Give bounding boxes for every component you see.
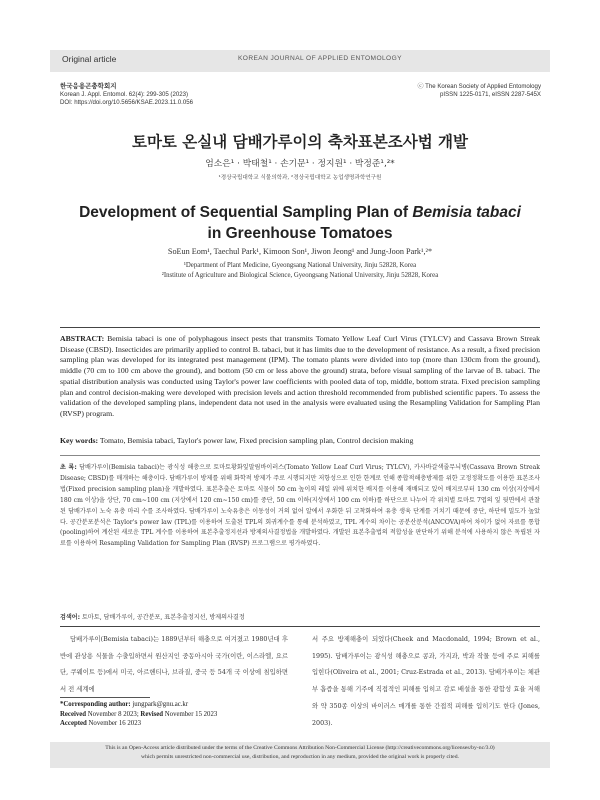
- affiliation-english: [0, 261, 600, 281]
- authors-english: SoEun Eom¹, Taechul Park¹, Kimoon Son¹, Jiwon Jeong¹ and Jung-Joon Park¹,²*: [167, 247, 433, 256]
- license-footer: [50, 742, 550, 768]
- affiliation-english-1: ¹Department of Plant Medicine, Gyeongsang National University, Jinju 52828, Korea: [183, 262, 417, 269]
- correspondence-note: [60, 700, 288, 729]
- ko-keywords-text: 토마토, 담배가루이, 공간분포, 표본추출정지선, 방제의사결정: [80, 614, 245, 621]
- authors-korean: 엄소은¹ · 박태철¹ · 손기문¹ · 정지원¹ · 박정준¹,²*: [205, 159, 395, 169]
- revised-label: Revised: [140, 710, 164, 718]
- keywords-english: [60, 436, 540, 445]
- accepted-label: Accepted: [60, 720, 87, 727]
- abstract-korean: [60, 463, 540, 550]
- license-line-1: This is an Open-Access article distributed under the terms of the Creative Commons Attribution Non-Commercial License (http://creativecommons.org/licenses/by-nc/3.0): [105, 745, 495, 751]
- corresponding-label: *Corresponding author:: [60, 701, 131, 708]
- affiliation-korean: ¹경상국립대학교 식물의학과, ²경상국립대학교 농업생명과학연구원: [218, 175, 382, 181]
- abstract-text: Bemisia tabaci is one of polyphagous insect pests that transmits Tomato Yellow Leaf Curl Virus (TYLCV) and Cassava Brown Streak Disease (CBSD). Insecticides are primarily applied to control B. tabaci, but it has limits due to the development of resistance. As a result, a fixed precision sampling plan was developed for its integrated pest management (IPM). The tomato plants were divided into top (more than 130cm from the ground), middle (70 cm to 100 cm above the ground), and bottom (50 cm or less above the ground) strata, before visual sampling of the larvae of B. tabaci. The spatial distribution analysis was conducted using Taylor's power law coefficients with pooled data of top, middle, bottom strata. Fixed precision sampling plan and control decision-making were developed with precision levels and action threshold recommended from published scientific papers. To assess the validation of the developed sampling plans, independent data not used in the analysis were evaluated using the Resampling Validation for Sampling Plan (RVSP) program.: [60, 334, 540, 418]
- title-korean: 토마토 온실내 담배가루이의 축차표본조사법 개발: [131, 133, 469, 151]
- copyright-block: [417, 83, 541, 99]
- ko-abstract-text: 담배가루이(Bemisia tabaci)는 광식성 해충으로 토마토황화잎말림바이러스(Tomato Yellow Leaf Curl Virus; TYLCV), 카사바갈색줄무늬병(Cassava Brown Streak Disease; CBSD)를 매개하는 해충이다. 담배가루이 방제를 위해 화학적 방제가 주로 시행되지만 저항성으로 인한 한계로 인해 종합적해충방제를 위한 고정정확도를 이용한 표본조사법(Fixed precision sampling plan)을 개발하였다. 표본추출은 토마토 식물이 50 cm 높이의 레일 위에 위치한 배지를 이용해 재배되고 있어 배지로부터 130 cm 이상(지상에서 180 cm 이상)을 상단, 70 cm~100 cm (지상에서 120 cm~150 cm)를 중단, 50 cm 이하(지상에서 100 cm 이하)를 하단으로 나누어 각 위치별 토마토 7엽의 잎 뒷면에서 관찰된 담배가루이 노숙 유충 마리 수를 조사하였다. 담배가루이 노숙유충은 이동성이 거의 없어 알에서 우화한 뒤 고착화하여 유충 생육 단계를 거치기 때문에 중단, 하단에 밀도가 높았다. 공간분포분석은 Taylor's power law (TPL)를 이용하여 도출된 TPL의 회귀계수를 통해 분석하였고, TPL 계수의 차이는 공분산분석(ANCOVA)하여 차이가 없어 자료를 통합(pooling)하여 계산된 새로운 TPL 계수를 이용하여 표본추출정지선과 방제의사결정법을 개발하였다. 개발된 표본추출법의 적합성을 판단하기 위해 분석에 사용하지 않은 독립된 자료를 이용하여 Resampling Validation for Sampling Plan (RVSP) 프로그램으로 평가하였다.: [60, 464, 540, 548]
- journal-running-title: KOREAN JOURNAL OF APPLIED ENTOMOLOGY: [238, 55, 402, 62]
- affiliation-english-2: ²Institute of Agriculture and Biological Science, Gyeongsang National University, Jinju 52828, Korea: [161, 272, 439, 279]
- abstract-top-rule: [60, 327, 540, 328]
- ko-abstract-label: 초 록:: [60, 464, 77, 471]
- title-english: [0, 202, 600, 244]
- header-band: [50, 50, 550, 72]
- abstract-label: ABSTRACT:: [60, 334, 105, 343]
- keywords-label: Key words:: [60, 436, 99, 445]
- received-label: Received: [60, 710, 87, 718]
- abstract-english: [60, 334, 540, 420]
- citation-line: Korean J. Appl. Entomol. 62(4): 299-305 (2023): [60, 91, 189, 99]
- ko-keywords-label: 검색어:: [60, 614, 81, 621]
- license-line-2: which permits unrestricted non-commercial use, distribution, and reproduction in any medium, provided the original work is properly cited.: [141, 754, 459, 760]
- keywords-text: Tomato, Bemisia tabaci, Taylor's power law, Fixed precision sampling plan, Control decision making: [98, 436, 414, 445]
- body-paragraph-left: 담배가루이(Bemisia tabaci)는 1889년부터 해충으로 여겨졌고 1980년대 후반에 관상용 식물을 수출입하면서 원산지인 중동아시아 국가(이란, 이스라엘, 요르단, 쿠웨이트 등)에서 미국, 아르헨티나, 브라질, 중국 등 54개 국 이상에 침입하면서 전 세계에: [60, 636, 288, 694]
- received-date: November 8 2023;: [86, 710, 141, 718]
- abstract-bottom-rule: [60, 626, 540, 627]
- body-paragraph-right: 서 주요 방제해충이 되었다(Cheek and Macdonald, 1994; Brown et al., 1995). 담배가루이는 광식성 해충으로 콩과, 가지과, 박과 작물 등에 주로 피해를 입힌다(Oliveira et al., 2001; Cruz-Estrada et al., 2013). 담배가루이는 체관부 흡즙을 통해 기주에 직접적인 피해를 입히고 감로 배설을 통한 광합성 효율 저해와 약 350종 이상의 바이러스 매개를 통한 간접적 피해를 입히기도 한다 (Jones, 2003).: [312, 636, 540, 727]
- title-english-part1: Development of Sequential Sampling Plan of: [79, 204, 413, 221]
- body-column-left: [60, 632, 288, 699]
- title-english-part2: in Greenhouse Tomatoes: [207, 225, 393, 242]
- note-rule: [60, 697, 150, 698]
- corresponding-email[interactable]: jungpark@gnu.ac.kr: [130, 701, 189, 708]
- journal-name-ko: 한국응용곤충학회지: [60, 83, 117, 90]
- citation-block: [60, 83, 193, 108]
- issn-line: pISSN 1225-0171, eISSN 2287-545X: [440, 91, 541, 99]
- title-english-species: Bemisia tabaci: [412, 204, 521, 221]
- revised-date: November 15 2023: [163, 710, 218, 718]
- abstract-separator-rule: [60, 455, 540, 456]
- body-column-right: [312, 632, 540, 732]
- article-type-label: Original article: [62, 54, 117, 64]
- copyright-line: ⓒ The Korean Society of Applied Entomology: [417, 83, 541, 90]
- keywords-korean: [60, 612, 540, 621]
- doi-link[interactable]: DOI: https://doi.org/10.5656/KSAE.2023.11.0.056: [60, 99, 194, 107]
- accepted-date: November 16 2023: [86, 720, 141, 727]
